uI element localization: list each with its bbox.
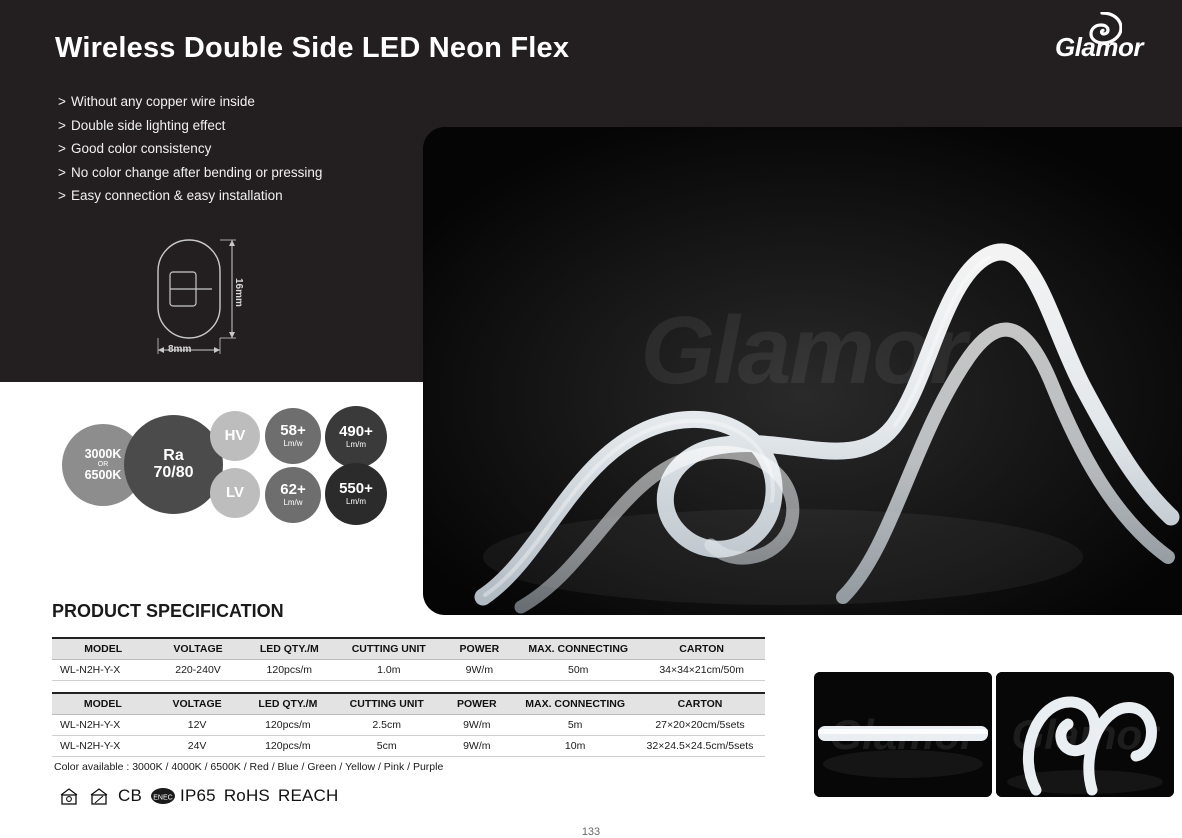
- cell-carton: 32×24.5×24.5cm/5sets: [635, 736, 765, 757]
- table-header-row: [52, 638, 765, 660]
- cert-label-ip65: IP65: [180, 786, 216, 805]
- feature-text: Good color consistency: [71, 141, 212, 156]
- color-available-note: Color available : 3000K / 4000K / 6500K / Red / Blue / Green / Yellow / Pink / Purple: [54, 761, 444, 773]
- col-led-qty: LED QTY./M: [242, 638, 337, 660]
- table-row: [52, 715, 765, 736]
- badge-hv: [210, 411, 260, 461]
- cell-model: WL-N2H-Y-X: [52, 715, 154, 736]
- col-voltage: VOLTAGE: [154, 638, 241, 660]
- cell-model: WL-N2H-Y-X: [52, 660, 154, 681]
- badge-lv-lumen: [325, 463, 387, 525]
- feature-list: [58, 90, 418, 208]
- detail-photo-watermark: Glamor: [1011, 710, 1159, 758]
- badge-lv-efficacy: [265, 467, 321, 523]
- badge-cri: [124, 415, 223, 514]
- badge-hv-efficacy-value: 58+: [280, 422, 306, 440]
- bullet-marker-icon: >: [58, 117, 66, 133]
- badge-lv-label: LV: [225, 484, 245, 502]
- col-model: MODEL: [52, 693, 154, 715]
- badge-lv: [210, 468, 260, 518]
- svg-text:ENEC: ENEC: [153, 794, 173, 802]
- hero-product-photo: [423, 127, 1182, 615]
- col-power: POWER: [438, 693, 515, 715]
- badge-ra-label: Ra: [163, 446, 184, 464]
- feature-item: [58, 90, 418, 114]
- badge-lv-lumen-value: 550+: [339, 480, 373, 498]
- ce-house-icon-1: [58, 786, 80, 806]
- cell-power: 9W/m: [438, 715, 515, 736]
- col-cutting-unit: CUTTING UNIT: [335, 693, 438, 715]
- feature-text: No color change after bending or pressing: [71, 164, 323, 180]
- badge-lv-efficacy-value: 62+: [280, 481, 306, 499]
- col-model: MODEL: [52, 638, 154, 660]
- cross-section-drawing-icon: [140, 228, 300, 368]
- spec-table-high-voltage: [52, 637, 765, 681]
- page-title: Wireless Double Side LED Neon Flex: [55, 32, 570, 64]
- col-led-qty: LED QTY./M: [241, 693, 336, 715]
- spec-section-title: PRODUCT SPECIFICATION: [52, 601, 284, 621]
- badge-hv-lumen-unit: Lm/m: [346, 440, 366, 450]
- cert-label-reach: REACH: [277, 786, 339, 805]
- enec-mark-icon: [150, 786, 172, 806]
- cell-cutting-unit: 2.5cm: [335, 715, 438, 736]
- spec-table-low-voltage: [52, 692, 765, 757]
- cell-power: 9W/m: [441, 660, 518, 681]
- col-max-connecting: MAX. CONNECTING: [515, 693, 635, 715]
- cell-power: 9W/m: [438, 736, 515, 757]
- cell-voltage: 24V: [154, 736, 241, 757]
- table-header-row: [52, 693, 765, 715]
- dimension-height-label: 16mm: [233, 278, 244, 307]
- bullet-marker-icon: >: [58, 94, 66, 109]
- hero-watermark: Glamor: [640, 297, 965, 405]
- ce-house-icon-2: [88, 786, 110, 806]
- cert-label-rohs: RoHS: [223, 786, 270, 805]
- cell-max-connecting: 5m: [515, 715, 635, 736]
- col-carton: CARTON: [635, 693, 765, 715]
- badge-hv-label: HV: [224, 427, 246, 445]
- detail-photo-straight: [814, 672, 992, 797]
- cell-led-qty: 120pcs/m: [241, 715, 336, 736]
- feature-item: [58, 184, 418, 208]
- page-number: 133: [581, 826, 601, 838]
- detail-photo-bent: [996, 672, 1174, 797]
- badge-kelvin-bottom: 6500K: [84, 467, 122, 482]
- cell-cutting-unit: 1.0m: [337, 660, 441, 681]
- feature-text: Without any copper wire inside: [71, 94, 255, 109]
- col-power: POWER: [441, 638, 518, 660]
- col-max-connecting: MAX. CONNECTING: [518, 638, 638, 660]
- feature-text: Double side lighting effect: [71, 117, 226, 133]
- cell-max-connecting: 50m: [518, 660, 638, 681]
- bullet-marker-icon: >: [58, 188, 66, 203]
- badge-lv-efficacy-unit: Lm/w: [283, 498, 303, 508]
- bullet-marker-icon: >: [58, 141, 66, 156]
- dimension-width-label: 8mm: [168, 344, 192, 355]
- badge-hv-efficacy-unit: Lm/w: [283, 439, 303, 449]
- bullet-marker-icon: >: [58, 164, 66, 180]
- badge-lv-lumen-unit: Lm/m: [346, 497, 366, 507]
- col-voltage: VOLTAGE: [154, 693, 241, 715]
- cell-cutting-unit: 5cm: [335, 736, 438, 757]
- logo-wordmark: Glamor: [1054, 32, 1144, 62]
- feature-item: [58, 137, 418, 161]
- cert-label-cb: CB: [118, 786, 143, 805]
- cell-led-qty: 120pcs/m: [241, 736, 336, 757]
- badge-hv-lumen-value: 490+: [339, 423, 373, 441]
- badge-hv-lumen: [325, 406, 387, 468]
- spec-badges: [62, 406, 382, 536]
- table-row: [52, 736, 765, 757]
- certification-row: [58, 786, 338, 806]
- badge-ra-value: 70/80: [153, 463, 194, 481]
- cell-carton: 27×20×20cm/5sets: [635, 715, 765, 736]
- brand-logo: [1034, 12, 1164, 68]
- badge-kelvin-or: OR: [97, 461, 109, 469]
- cell-model: WL-N2H-Y-X: [52, 736, 154, 757]
- badge-kelvin-top: 3000K: [84, 447, 122, 462]
- table-row: [52, 660, 765, 681]
- feature-text: Easy connection & easy installation: [71, 188, 283, 203]
- col-carton: CARTON: [638, 638, 765, 660]
- cell-led-qty: 120pcs/m: [242, 660, 337, 681]
- detail-photo-watermark: Glamor: [829, 710, 977, 758]
- col-cutting-unit: CUTTING UNIT: [337, 638, 441, 660]
- cell-carton: 34×34×21cm/50m: [638, 660, 765, 681]
- cell-voltage: 220-240V: [154, 660, 241, 681]
- badge-hv-efficacy: [265, 408, 321, 464]
- cell-max-connecting: 10m: [515, 736, 635, 757]
- cell-voltage: 12V: [154, 715, 241, 736]
- feature-item: [58, 114, 418, 138]
- cross-section-diagram: [140, 228, 300, 368]
- feature-item: [58, 161, 418, 185]
